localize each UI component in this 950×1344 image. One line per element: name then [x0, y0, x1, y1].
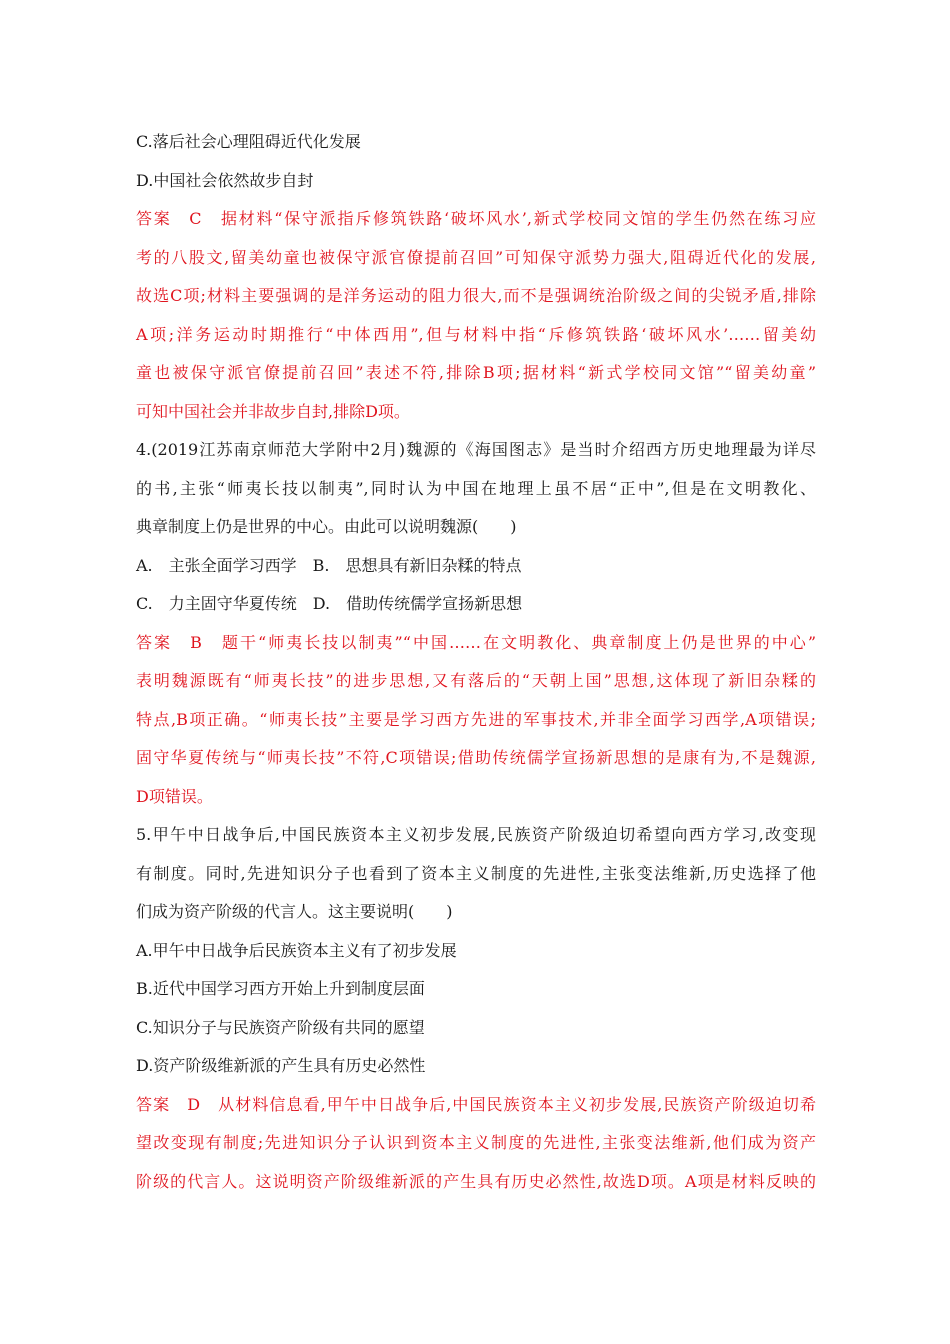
q4-answer-line: 特点,B项正确。“师夷长技”主要是学习西方先进的军事技术,并非全面学习西学,A项错误; — [136, 709, 816, 729]
q5-answer-line: 阶级的代言人。这说明资产阶级维新派的产生具有历史必然性,故选D项。A项是材料反映的 — [136, 1171, 816, 1191]
q4-answer-line: 表明魏源既有“师夷长技”的进步思想,又有落后的“天朝上国”思想,这体现了新旧杂糅的 — [136, 671, 816, 690]
q3-answer-line: 故选C项;材料主要强调的是洋务运动的阻力很大,而不是强调统治阶级之间的尖锐矛盾,排除 — [136, 286, 816, 305]
q5-stem-line: 们成为资产阶级的代言人。这主要说明( ) — [136, 902, 453, 921]
q5-stem-line: 5.甲午中日战争后,中国民族资本主义初步发展,民族资产阶级迫切希望向西方学习,改变现 — [136, 825, 816, 844]
q3-answer-line: 考的八股文,留美幼童也被保守派官僚提前召回”可知保守派势力强大,阻碍近代化的发展, — [136, 247, 816, 267]
q4-answer-line: 答案 B 题干“师夷长技以制夷”“中国……在文明教化、典章制度上仍是世界的中心” — [136, 632, 816, 652]
q3-answer-line: 答案 C 据材料“保守派指斥修筑铁路‘破坏风水’,新式学校同文馆的学生仍然在练习应 — [136, 209, 816, 228]
q4-answer-line: D项错误。 — [136, 786, 213, 806]
q3-option-d: D.中国社会依然故步自封 — [136, 170, 314, 190]
q5-option-b: B.近代中国学习西方开始上升到制度层面 — [136, 979, 425, 998]
q5-answer-line: 答案 D 从材料信息看,甲午中日战争后,中国民族资本主义初步发展,民族资产阶级迫切希 — [136, 1094, 816, 1114]
q5-option-a: A.甲午中日战争后民族资本主义有了初步发展 — [136, 940, 457, 960]
q4-stem-line: 典章制度上仍是世界的中心。由此可以说明魏源( ) — [136, 517, 517, 536]
q3-option-c: C.落后社会心理阻碍近代化发展 — [136, 132, 361, 151]
q4-stem-line: 4.(2019江苏南京师范大学附中2月)魏源的《海国图志》是当时介绍西方历史地理最为详尽 — [136, 440, 816, 459]
q4-answer-line: 固守华夏传统与“师夷长技”不符,C项错误;借助传统儒学宣扬新思想的是康有为,不是魏源, — [136, 748, 816, 767]
q3-answer-line: 童也被保守派官僚提前召回”表述不符,排除B项;据材料“新式学校同文馆”“留美幼童” — [136, 363, 816, 382]
q5-stem-line: 有制度。同时,先进知识分子也看到了资本主义制度的先进性,主张变法维新,历史选择了他 — [136, 863, 816, 883]
q4-stem-line: 的书,主张“师夷长技以制夷”,同时认为中国在地理上虽不居“正中”,但是在文明教化、 — [136, 478, 816, 498]
q5-option-c: C.知识分子与民族资产阶级有共同的愿望 — [136, 1017, 425, 1037]
q3-answer-line: 可知中国社会并非故步自封,排除D项。 — [136, 401, 410, 421]
q5-option-d: D.资产阶级维新派的产生具有历史必然性 — [136, 1056, 426, 1075]
q5-answer-line: 望改变现有制度;先进知识分子认识到资本主义制度的先进性,主张变法维新,他们成为资产 — [136, 1133, 816, 1152]
q3-answer-line: A项;洋务运动时期推行“中体西用”,但与材料中指“斥修筑铁路‘破坏风水’……留美幼 — [136, 324, 816, 344]
q4-options-ab: A. 主张全面学习西学 B. 思想具有新旧杂糅的特点 — [136, 555, 522, 575]
q4-options-cd: C. 力主固守华夏传统 D. 借助传统儒学宣扬新思想 — [136, 594, 523, 613]
document-page — [136, 123, 816, 1201]
